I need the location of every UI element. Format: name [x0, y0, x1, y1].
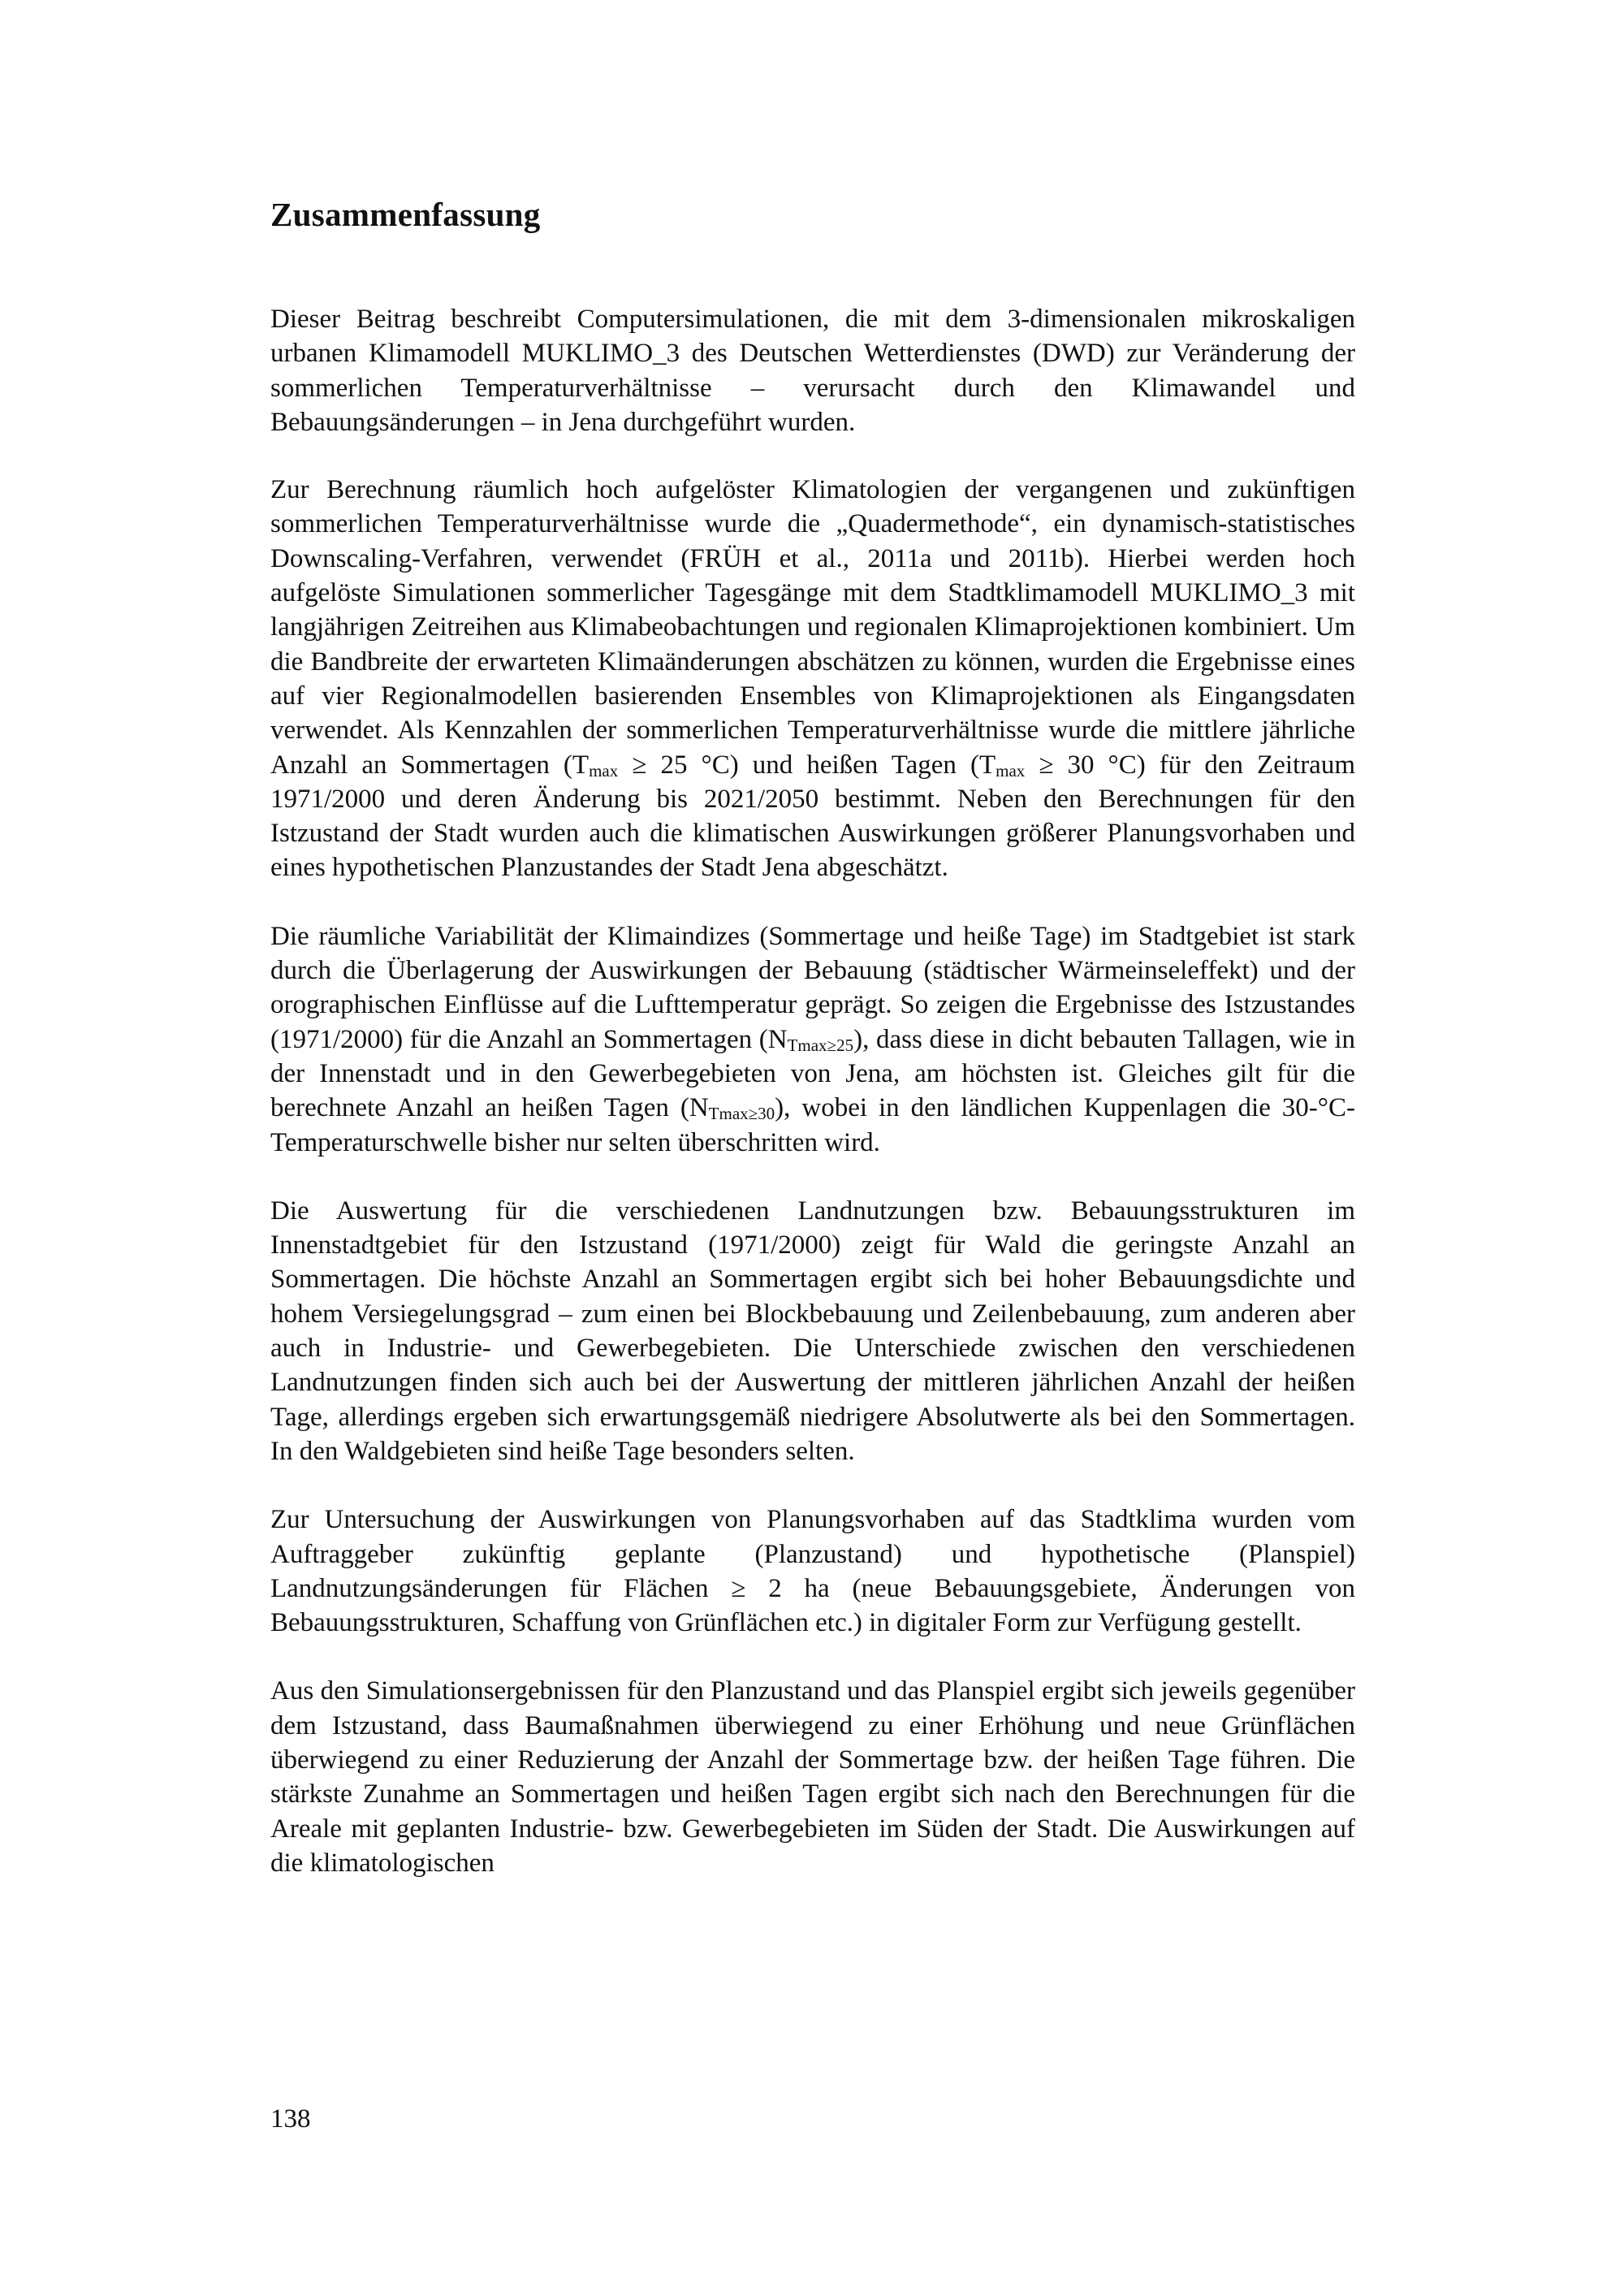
paragraph-planning: Zur Untersuchung der Auswirkungen von Planungsvorhaben auf das Stadtklima wurden vom Auftraggeber zukünftig geplante (Planzustand) und hypothetische (Planspiel) Landnutzungsänderungen für Flächen ≥ 2 ha (neue Bebauungsgebiete, Änderungen von Bebauungsstrukturen, Schaffung von Grünflächen etc.) in digitaler Form zur Verfügung gestellt. — [270, 1505, 1355, 1638]
paragraph-method — [270, 473, 1355, 885]
n-tmax25-subscript: Tmax≥25 — [787, 1035, 854, 1055]
paragraph-method-text-2: ≥ 25 °C) und heißen Tagen (T — [618, 750, 996, 780]
tmax-subscript: max — [996, 760, 1026, 780]
paragraph-results: Aus den Simulationsergebnissen für den Planzustand und das Planspiel ergibt sich jeweils gegenüber dem Istzustand, dass Baumaßnahmen überwiegend zu einer Erhöhung und neue Grünflächen überwiegend zu einer Reduzierung der Anzahl der Sommertage bzw. der heißen Tage führen. Die stärkste Zunahme an Sommertagen und heißen Tagen ergibt sich nach den Berechnungen für die Areale mit geplanten Industrie- bzw. Gewerbegebieten im Süden der Stadt. Die Auswirkungen auf die klimatologischen — [270, 1676, 1355, 1878]
page-number: 138 — [270, 2104, 311, 2134]
body-text — [270, 302, 1355, 1880]
paragraph-variability — [270, 919, 1355, 1160]
paragraph-variability-text-3: ), wobei in den ländlichen Kuppenlagen die 30-°C-Temperaturschwelle bisher nur selten überschritten wird. — [270, 1093, 1355, 1157]
paragraph-intro: Dieser Beitrag beschreibt Computersimulationen, die mit dem 3-dimensionalen mikroskaligen urbanen Klimamodell MUKLIMO_3 des Deutschen Wetterdienstes (DWD) zur Veränderung der sommerlichen Temperaturverhältnisse – verursacht durch den Klimawandel und Bebauungsänderungen – in Jena durchgeführt wurden. — [270, 305, 1355, 437]
paragraph-method-text-3: ≥ 30 °C) für den Zeitraum 1971/2000 und deren Änderung bis 2021/2050 bestimmt. Neben den Berechnungen für den Istzustand der Stadt wurden auch die klimatischen Auswirkungen größerer Planungsvorhaben und eines hypothetischen Planzustandes der Stadt Jena abgeschätzt. — [270, 750, 1355, 883]
paragraph-variability-text-2: ), dass diese in dicht bebauten Tallagen, wie in der Innenstadt und in den Gewerbegebieten von Jena, am höchsten ist. Gleiches gilt für die berechnete Anzahl an heißen Tagen (N — [270, 1024, 1355, 1123]
tmax-subscript: max — [589, 760, 619, 780]
paragraph-land-use: Die Auswertung für die verschiedenen Landnutzungen bzw. Bebauungsstrukturen im Innenstadtgebiet für den Istzustand (1971/2000) zeigt für Wald die geringste Anzahl an Sommertagen. Die höchste Anzahl an Sommertagen ergibt sich bei hoher Bebauungsdichte und hohem Versiegelungsgrad – zum einen bei Blockbebauung und Zeilenbebauung, zum anderen aber auch in Industrie- und Gewerbegebieten. Die Unterschiede zwischen den verschiedenen Landnutzungen finden sich auch bei der Auswertung der mittleren jährlichen Anzahl der heißen Tage, allerdings ergeben sich erwartungsgemäß niedrigere Absolutwerte als bei den Sommertagen. In den Waldgebieten sind heiße Tage besonders selten. — [270, 1196, 1355, 1466]
n-tmax30-subscript: Tmax≥30 — [708, 1104, 775, 1124]
paragraph-method-text-1: Zur Berechnung räumlich hoch aufgelöster Klimatologien der vergangenen und zukünftigen sommerlichen Temperaturverhältnisse wurde die „Quadermethode“, ein dynamisch-statistisches Downscaling-Verfahren, verwendet (FRÜH et al., 2011a und 2011b). Hierbei werden hoch aufgelöste Simulationen sommerlicher Tagesgänge mit dem Stadtklimamodell MUKLIMO_3 mit langjährigen Zeitreihen aus Klimabeobachtungen und regionalen Klimaprojektionen kombiniert. Um die Bandbreite der erwarteten Klimaänderungen abschätzen zu können, wurden die Ergebnisse eines auf vier Regionalmodellen basierenden Ensembles von Klimaprojektionen als Eingangsdaten verwendet. Als Kennzahlen der sommerlichen Temperaturverhältnisse wurde die mittlere jährliche Anzahl an Sommertagen (T — [270, 475, 1355, 780]
paragraph-variability-text-1: Die räumliche Variabilität der Klimaindizes (Sommertage und heiße Tage) im Stadtgebiet ist stark durch die Überlagerung der Auswirkungen der Bebauung (städtischer Wärmeinseleffekt) und der orographischen Einflüsse auf die Lufttemperatur geprägt. So zeigen die Ergebnisse des Istzustandes (1971/2000) für die Anzahl an Sommertagen (N — [270, 921, 1355, 1054]
section-heading: Zusammenfassung — [270, 196, 541, 233]
